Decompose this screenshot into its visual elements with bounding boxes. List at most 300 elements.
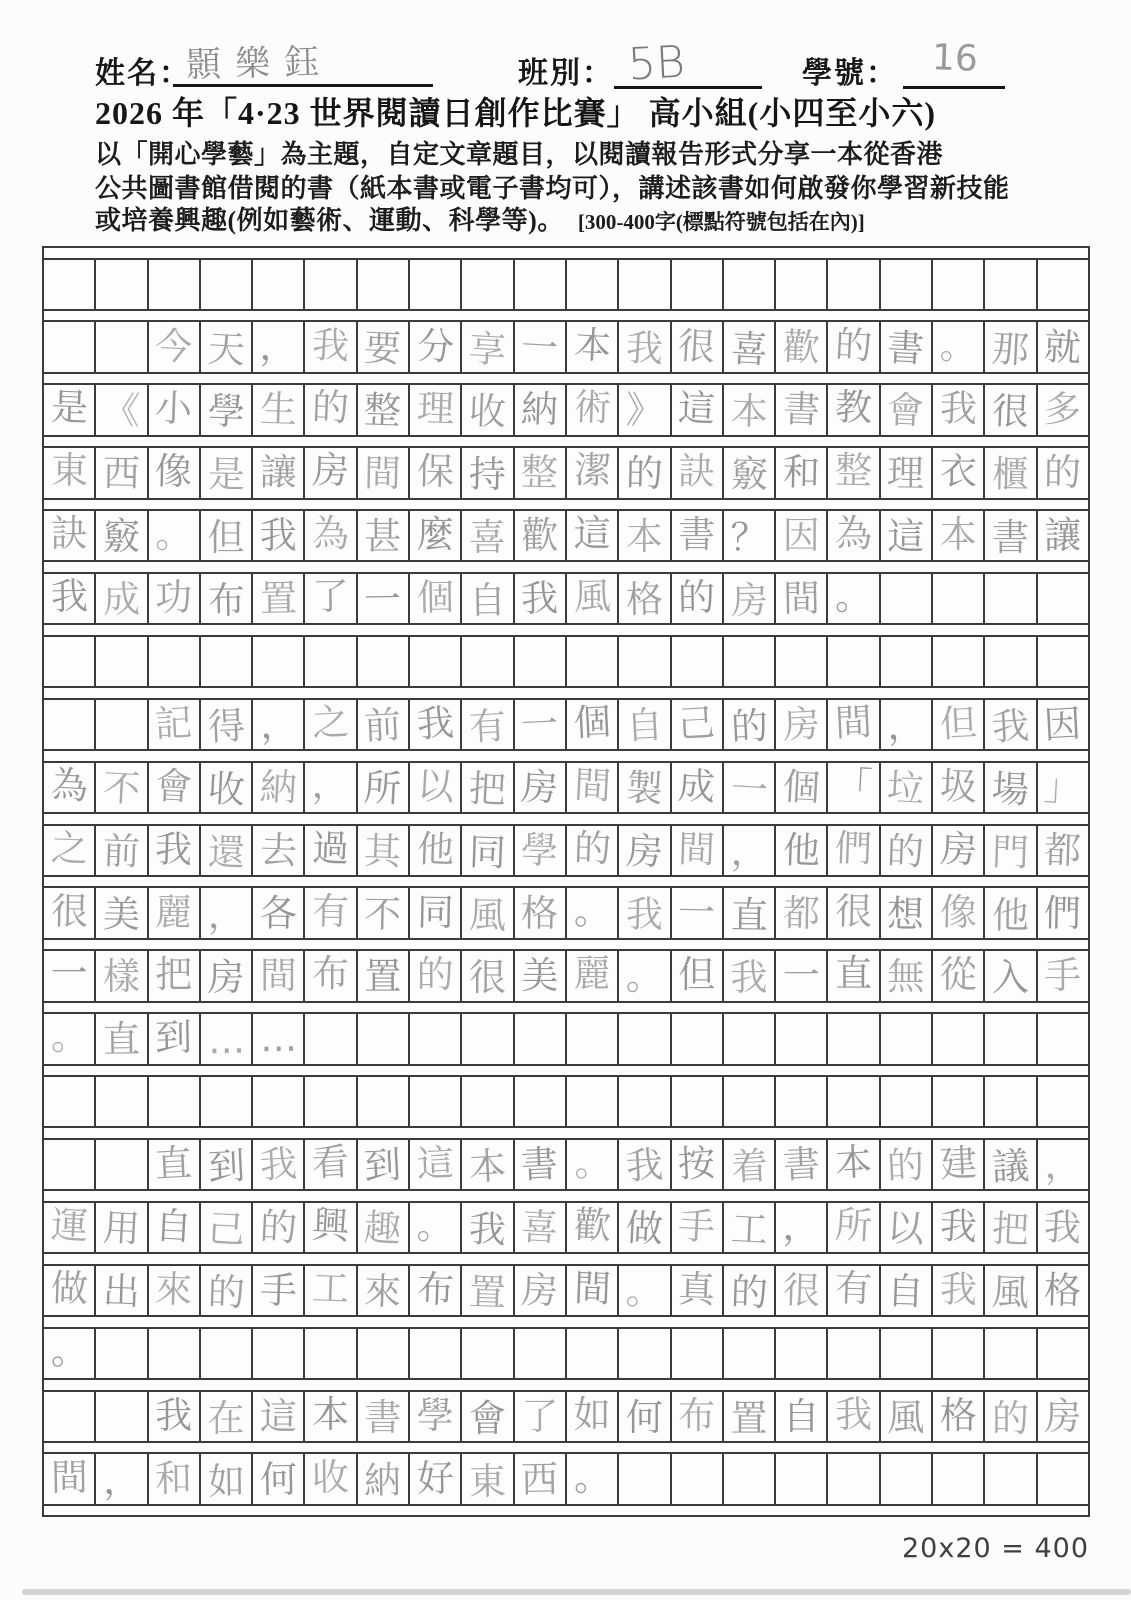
handwritten-char: 前: [102, 829, 141, 874]
row-separator: [44, 1315, 1088, 1329]
handwritten-char: 我: [1043, 1205, 1083, 1250]
grid-cell: [881, 1140, 933, 1189]
grid-cell: [96, 385, 148, 434]
grid-cell: [881, 511, 933, 560]
handwritten-char: 為: [49, 762, 89, 808]
grid-cell: [672, 574, 724, 623]
grid-cell: [253, 1014, 305, 1063]
grid-cell: [358, 1203, 410, 1252]
handwritten-char: 我: [258, 1142, 298, 1188]
grid-cell: [515, 1329, 567, 1378]
grid-cell: [828, 637, 880, 686]
grid-cell: [776, 385, 828, 434]
grid-cell: [515, 1266, 567, 1315]
handwritten-student-number: 16: [931, 37, 979, 80]
grid-row: [44, 574, 1088, 623]
handwritten-char: 一: [729, 766, 769, 812]
grid-cell: [933, 511, 985, 560]
grid-cell: [933, 1140, 985, 1189]
grid-cell: [96, 1140, 148, 1189]
grid-cell: [985, 448, 1037, 497]
grid-cell: [985, 1392, 1037, 1441]
handwritten-char: ，: [729, 830, 769, 875]
grid-cell: [619, 1266, 671, 1315]
grid-cell: [462, 1203, 514, 1252]
grid-cell: [985, 1077, 1037, 1126]
grid-cell: [462, 260, 514, 309]
handwritten-char: 間: [364, 452, 402, 496]
handwritten-char: 如: [207, 1459, 245, 1503]
handwritten-char: 。: [938, 323, 978, 369]
row-separator: [44, 1189, 1088, 1203]
handwritten-char: 學: [416, 1393, 454, 1437]
grid-cell: [567, 1392, 619, 1441]
handwritten-char: 了: [311, 574, 350, 619]
grid-cell: [358, 888, 410, 937]
handwritten-char: 和: [154, 1456, 193, 1500]
handwritten-char: 》: [625, 388, 664, 434]
handwritten-char: 書: [678, 513, 716, 557]
handwritten-char: 到: [154, 1016, 193, 1060]
grid-cell: [201, 1392, 253, 1441]
grid-cell: [149, 322, 201, 371]
grid-cell: [305, 951, 357, 1000]
handwritten-char: 從: [939, 953, 977, 997]
handwritten-char: 是: [207, 453, 245, 497]
handwritten-char: 麗: [573, 952, 611, 996]
handwritten-char: 他: [782, 828, 821, 873]
grid-cell: [724, 511, 776, 560]
grid-cell: [619, 1014, 671, 1063]
row-separator: [44, 875, 1088, 889]
grid-cell: [881, 574, 933, 623]
grid-cell: [985, 951, 1037, 1000]
handwritten-char: 竅: [102, 515, 140, 559]
handwritten-char: 功: [154, 575, 193, 620]
grid-cell: [462, 385, 514, 434]
handwritten-char: 。: [50, 1015, 88, 1059]
grid-cell: [305, 1014, 357, 1063]
handwritten-char: 衣: [939, 450, 978, 494]
handwritten-char: 何: [625, 1395, 663, 1439]
grid-cell: [724, 1392, 776, 1441]
grid-cell: [515, 1014, 567, 1063]
grid-cell: [724, 1203, 776, 1252]
grid-cell: [253, 260, 305, 309]
handwritten-char: 房: [520, 764, 560, 810]
grid-cell: [672, 1454, 724, 1503]
grid-cell: [44, 511, 96, 560]
grid-cell: [358, 385, 410, 434]
grid-cell: [201, 1203, 253, 1252]
grid-cell: [253, 574, 305, 623]
grid-cell: [881, 1266, 933, 1315]
grid-cell: [358, 700, 410, 749]
handwritten-char: 讓: [1044, 514, 1082, 558]
grid-cell: [985, 322, 1037, 371]
handwritten-char: 我: [624, 1143, 665, 1189]
grid-cell: [933, 1266, 985, 1315]
grid-cell: [515, 448, 567, 497]
handwritten-char: 持: [468, 453, 507, 497]
grid-cell: [44, 574, 96, 623]
handwritten-char: 無: [887, 955, 925, 999]
handwritten-char: 學: [520, 828, 560, 873]
grid-cell: [1038, 951, 1088, 1000]
row-separator: [44, 623, 1088, 637]
grid-cell: [933, 1329, 985, 1378]
grid-cell: [672, 1140, 724, 1189]
handwritten-char: 很: [782, 1268, 821, 1313]
handwritten-char: 議: [990, 1144, 1031, 1190]
row-separator: [44, 1001, 1088, 1015]
grid-cell: [253, 951, 305, 1000]
grid-cell: [881, 260, 933, 309]
grid-row: [44, 1329, 1088, 1378]
grid-cell: [358, 951, 410, 1000]
grid-cell: [567, 951, 619, 1000]
handwritten-char: 這: [677, 386, 716, 432]
grid-cell: [410, 826, 462, 875]
grid-cell: [462, 448, 514, 497]
grid-cell: [1038, 637, 1088, 686]
row-separator: [44, 435, 1088, 449]
grid-cell: [44, 385, 96, 434]
handwritten-char: 書: [886, 325, 926, 371]
grid-cell: [253, 826, 305, 875]
grid-cell: [462, 1392, 514, 1441]
class-label: 班別：: [518, 57, 614, 90]
handwritten-char: 美: [102, 892, 141, 936]
handwritten-char: 收: [206, 766, 246, 812]
grid-cell: [410, 511, 462, 560]
handwritten-char: 東: [50, 449, 89, 493]
handwritten-char: 整: [834, 449, 873, 493]
handwritten-char: 們: [1043, 891, 1082, 935]
handwritten-char: 。: [834, 574, 873, 619]
grid-cell: [515, 260, 567, 309]
handwritten-char: 納: [364, 1458, 402, 1502]
grid-cell: [985, 1014, 1037, 1063]
handwritten-char: 理: [416, 386, 455, 432]
handwritten-char: 所: [363, 765, 403, 811]
grid-cell: [253, 322, 305, 371]
grid-cell: [567, 1454, 619, 1503]
grid-cell: [567, 1014, 619, 1063]
grid-cell: [619, 260, 671, 309]
handwritten-char: 把: [990, 1207, 1030, 1252]
grid-row: [44, 1392, 1088, 1441]
handwritten-char: 去: [259, 828, 298, 873]
grid-cell: [305, 1140, 357, 1189]
grid-cell: [567, 385, 619, 434]
grid-cell: [672, 1014, 724, 1063]
grid-cell: [44, 260, 96, 309]
handwritten-char: 何: [259, 1457, 298, 1501]
grid-cell: [515, 322, 567, 371]
grid-cell: [567, 637, 619, 686]
grid-cell: [567, 1329, 619, 1378]
grid-cell: [44, 826, 96, 875]
grid-cell: [462, 322, 514, 371]
grid-cell: [462, 1329, 514, 1378]
grid-cell: [776, 574, 828, 623]
handwritten-char: 我: [625, 892, 664, 936]
handwritten-char: 以: [886, 1206, 926, 1251]
grid-row: [44, 1014, 1088, 1063]
grid-cell: [619, 1392, 671, 1441]
handwritten-char: 之: [310, 699, 351, 745]
handwritten-char: 天: [206, 326, 246, 372]
handwritten-char: 房: [781, 701, 821, 747]
grid-cell: [410, 1140, 462, 1189]
grid-cell: [96, 763, 148, 812]
handwritten-char: 就: [1043, 324, 1083, 370]
grid-cell: [672, 1329, 724, 1378]
handwritten-char: ，: [258, 701, 298, 747]
grid-cell: [305, 574, 357, 623]
grid-cell: [776, 1329, 828, 1378]
grid-cell: [96, 511, 148, 560]
grid-cell: [776, 322, 828, 371]
grid-cell: [672, 1077, 724, 1126]
grid-cell: [672, 951, 724, 1000]
grid-cell: [462, 1266, 514, 1315]
grid-cell: [149, 1014, 201, 1063]
grid-cell: [724, 1140, 776, 1189]
grid-cell: [515, 1077, 567, 1126]
grid-cell: [462, 763, 514, 812]
handwritten-char: 本: [729, 389, 769, 435]
handwritten-char: 自: [154, 1204, 194, 1249]
handwritten-char: 直: [154, 1141, 194, 1187]
grid-cell: [619, 574, 671, 623]
grid-cell: [44, 951, 96, 1000]
grid-cell: [619, 888, 671, 937]
handwritten-char: 這: [415, 1141, 455, 1187]
handwritten-char: 收: [311, 1455, 350, 1499]
handwritten-char: 着: [729, 1144, 769, 1190]
instruction-line-2: 公共圖書館借閱的書（紙本書或電子書均可），講述該書如何啟發你學習新技能: [95, 174, 1010, 203]
grid-cell: [515, 888, 567, 937]
grid-cell: [515, 700, 567, 749]
grid-cell: [567, 574, 619, 623]
handwritten-char: 納: [520, 387, 560, 433]
handwritten-char: 的: [258, 1205, 298, 1250]
grid-cell: [96, 1266, 148, 1315]
grid-cell: [201, 385, 253, 434]
grid-cell: [1038, 448, 1088, 497]
grid-cell: [305, 1266, 357, 1315]
grid-cell: [44, 448, 96, 497]
handwritten-char: 會: [469, 1396, 507, 1440]
grid-cell: [201, 1140, 253, 1189]
grid-cell: [410, 700, 462, 749]
handwritten-char: 以: [415, 763, 455, 809]
grid-cell: [776, 1203, 828, 1252]
grid-cell: [985, 1140, 1037, 1189]
grid-cell: [828, 385, 880, 434]
handwritten-char: 到: [206, 1144, 246, 1190]
handwritten-char: 直: [102, 1018, 141, 1062]
handwritten-char: 我: [415, 700, 455, 746]
handwritten-char: 我: [311, 322, 351, 368]
handwritten-char: ，: [258, 324, 298, 370]
grid-cell: [776, 700, 828, 749]
grid-cell: [201, 1329, 253, 1378]
grid-cell: [776, 951, 828, 1000]
handwritten-char: 分: [415, 323, 455, 369]
handwritten-char: 房: [730, 578, 768, 623]
grid-cell: [201, 322, 253, 371]
grid-cell: [724, 888, 776, 937]
grid-cell: [358, 322, 410, 371]
handwritten-char: 很: [50, 889, 89, 933]
grid-cell: [410, 888, 462, 937]
handwritten-char: 還: [206, 830, 246, 875]
grid-cell: [462, 1454, 514, 1503]
grid-cell: [44, 1454, 96, 1503]
handwritten-char: 。: [573, 889, 612, 933]
handwritten-char: 喜: [520, 1205, 560, 1250]
handwritten-char: 格: [520, 891, 559, 935]
grid-cell: [985, 1454, 1037, 1503]
handwritten-char: 我: [467, 1207, 508, 1252]
handwritten-char: 不: [101, 765, 141, 811]
handwritten-char: 不: [364, 892, 402, 936]
name-label: 姓名：: [95, 57, 191, 90]
grid-cell: [933, 700, 985, 749]
handwritten-char: 到: [363, 1143, 403, 1189]
grid-cell: [305, 1329, 357, 1378]
row-separator: [44, 1064, 1088, 1078]
grid-cell: [358, 511, 410, 560]
grid-cell: [724, 700, 776, 749]
handwritten-char: 很: [834, 889, 873, 933]
grid-cell: [828, 763, 880, 812]
handwritten-char: 竅: [730, 453, 768, 497]
grid-cell: [410, 1077, 462, 1126]
handwritten-char: 之: [49, 826, 89, 871]
grid-row: [44, 260, 1088, 309]
handwritten-char: 甚: [364, 515, 402, 559]
grid-row: [44, 511, 1088, 560]
grid-cell: [619, 1077, 671, 1126]
grid-cell: [96, 826, 148, 875]
handwritten-char: 歡: [781, 324, 821, 370]
handwritten-char: 布: [312, 952, 350, 996]
grid-cell: [933, 1454, 985, 1503]
handwritten-char: 其: [363, 829, 403, 874]
grid-cell: [828, 1266, 880, 1315]
grid-cell: [44, 700, 96, 749]
grid-row: [44, 763, 1088, 812]
handwritten-char: 我: [259, 514, 297, 558]
handwritten-char: 置: [468, 1270, 507, 1315]
grid-cell: [305, 260, 357, 309]
handwritten-char: 一: [677, 890, 716, 934]
handwritten-char: 布: [207, 578, 245, 623]
handwritten-char: 我: [624, 325, 664, 371]
handwritten-char: 做: [49, 1266, 89, 1311]
row-separator: [44, 560, 1088, 574]
handwritten-char: 為: [312, 512, 350, 556]
grid-cell: [828, 826, 880, 875]
handwritten-char: 風: [887, 1395, 925, 1439]
handwritten-char: 我: [155, 1393, 193, 1437]
grid-cell: [828, 951, 880, 1000]
handwritten-char: ，: [1043, 1142, 1083, 1188]
grid-cell: [724, 951, 776, 1000]
grid-cell: [619, 1454, 671, 1503]
handwritten-char: 歡: [572, 1203, 612, 1248]
grid-cell: [881, 322, 933, 371]
grid-cell: [672, 1392, 724, 1441]
handwritten-char: 房: [520, 1268, 560, 1313]
grid-cell: [933, 574, 985, 623]
grid-cell: [515, 637, 567, 686]
grid-cell: [515, 511, 567, 560]
handwritten-name: 顥樂鈺: [185, 42, 334, 86]
handwritten-char: 享: [467, 326, 508, 372]
grid-cell: [1038, 1140, 1088, 1189]
handwritten-char: 書: [991, 516, 1029, 560]
handwritten-char: 間: [50, 1455, 88, 1499]
handwritten-char: ？: [730, 516, 768, 560]
handwritten-char: 己: [677, 700, 717, 746]
handwritten-char: 很: [677, 323, 717, 369]
grid-cell: [201, 763, 253, 812]
grid-cell: [358, 260, 410, 309]
handwritten-char: 會: [886, 388, 926, 434]
grid-cell: [253, 1203, 305, 1252]
handwritten-char: 房: [207, 956, 245, 1000]
handwritten-char: 我: [730, 956, 768, 1000]
grid-cell: [149, 1266, 201, 1315]
grid-row: [44, 826, 1088, 875]
handwritten-char: ，: [781, 1205, 821, 1250]
row-separator: [44, 686, 1088, 700]
grid-cell: [619, 1203, 671, 1252]
handwritten-char: 間: [677, 827, 716, 872]
handwritten-class: 5B: [626, 36, 687, 91]
grid-cell: [358, 637, 410, 686]
grid-cell: [358, 763, 410, 812]
grid-cell: [44, 322, 96, 371]
handwritten-char: 因: [782, 514, 820, 558]
grid-cell: [933, 448, 985, 497]
grid-size-note: 20x20 = 400: [901, 1533, 1089, 1564]
grid-cell: [724, 637, 776, 686]
handwritten-char: 做: [624, 1206, 664, 1251]
grid-cell: [515, 1392, 567, 1441]
grid-cell: [201, 826, 253, 875]
handwritten-char: 這: [259, 1394, 297, 1438]
grid-cell: [933, 385, 985, 434]
handwritten-char: 的: [1043, 451, 1082, 495]
handwritten-char: …: [207, 1019, 245, 1063]
grid-cell: [410, 1329, 462, 1378]
grid-row: [44, 700, 1088, 749]
handwritten-char: 格: [625, 577, 664, 622]
grid-cell: [828, 574, 880, 623]
grid-cell: [462, 637, 514, 686]
handwritten-char: 。: [573, 1455, 611, 1499]
handwritten-char: 麗: [154, 890, 193, 934]
handwritten-char: 保: [416, 450, 455, 494]
grid-cell: [776, 1454, 828, 1503]
grid-cell: [44, 1014, 96, 1063]
